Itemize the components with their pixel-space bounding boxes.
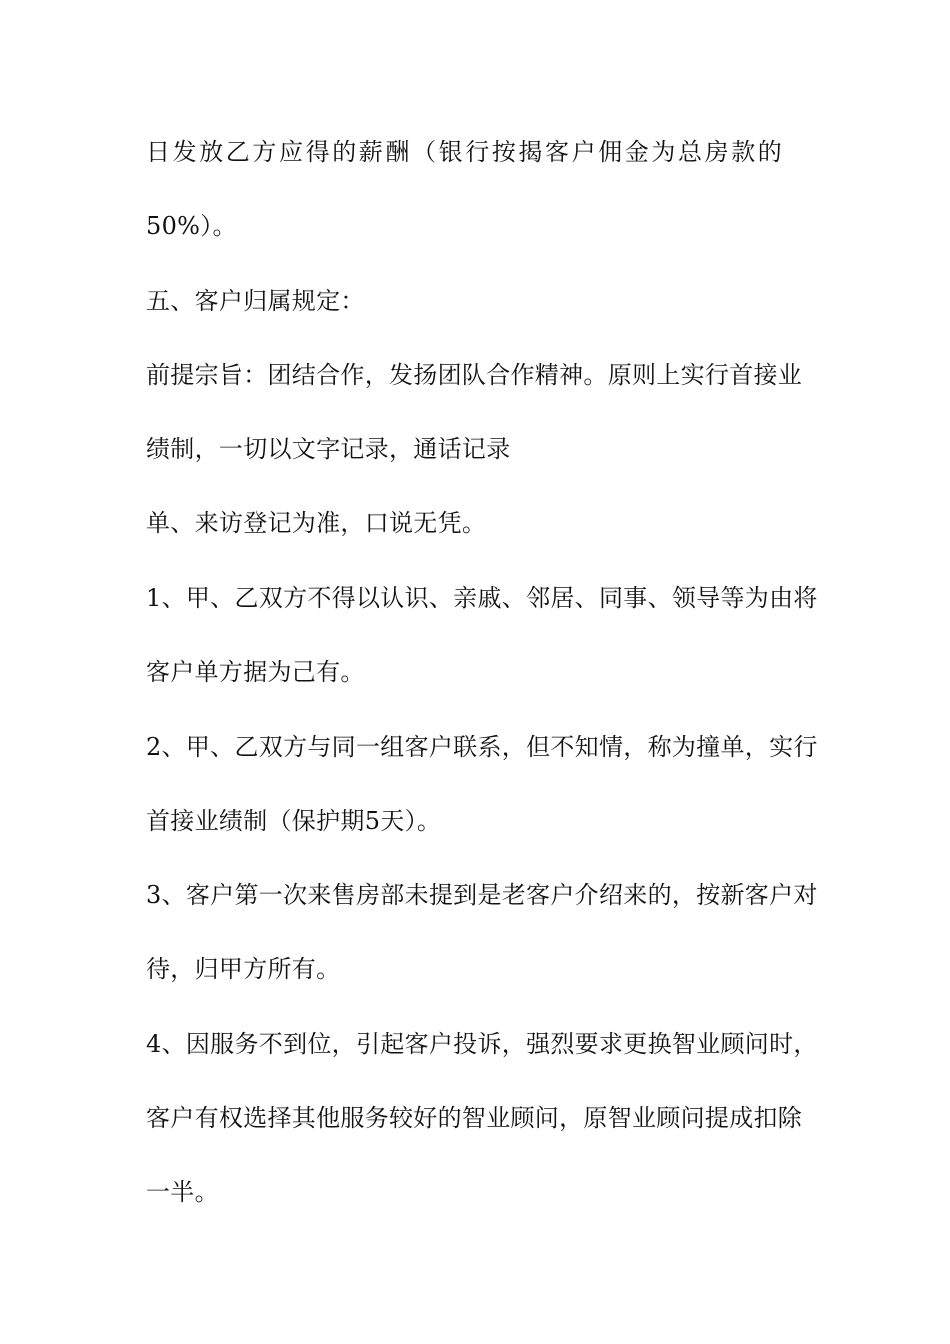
list-item: 1、甲、乙双方不得以认识、亲戚、邻居、同事、领导等为由将: [146, 584, 818, 612]
text-line: 客户单方据为己有。: [146, 658, 365, 686]
text-line: 绩制，一切以文字记录，通话记录: [146, 435, 511, 463]
text-line: 日发放乙方应得的薪酬（银行按揭客户佣金为总房款的: [146, 138, 785, 166]
text-line: 一半。: [146, 1178, 219, 1206]
text-line: 客户有权选择其他服务较好的智业顾问，原智业顾问提成扣除: [146, 1104, 803, 1132]
text-line: 50%）。: [146, 212, 237, 240]
text-line: 首接业绩制（保护期5天）。: [146, 807, 442, 835]
text-line: 待，归甲方所有。: [146, 955, 341, 983]
list-item: 2、甲、乙双方与同一组客户联系，但不知情，称为撞单，实行: [146, 733, 818, 761]
text-line: 单、来访登记为准，口说无凭。: [146, 509, 487, 537]
section-heading: 五、客户归属规定：: [146, 287, 365, 315]
list-item: 4、因服务不到位，引起客户投诉，强烈要求更换智业顾问时，: [146, 1030, 818, 1058]
text-line: 前提宗旨：团结合作，发扬团队合作精神。原则上实行首接业: [146, 361, 803, 389]
list-item: 3、客户第一次来售房部未提到是老客户介绍来的，按新客户对: [146, 881, 818, 909]
